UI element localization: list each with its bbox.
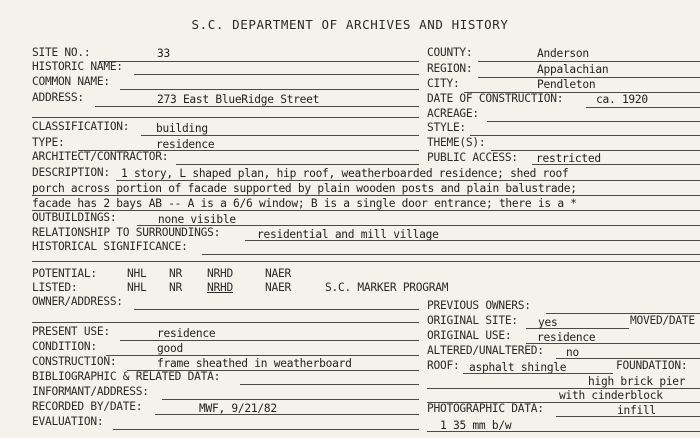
architect-line [176,164,419,165]
historic-name-line [134,74,419,75]
listed-label: LISTED: [32,281,78,294]
date-line [586,107,700,108]
altered-label: ALTERED/UNALTERED: [427,344,544,357]
description-line-3: facade has 2 bays AB -- A is a 6/6 window; B is a single door entrance; there is a * [32,197,577,210]
significance-label: HISTORICAL SIGNIFICANCE: [32,240,188,253]
listed-nrhd: NRHD [207,281,233,294]
altered-value: no [566,346,579,359]
listed-naer: NAER [265,281,291,294]
acreage-line [487,121,700,122]
date-value: ca. 1920 [596,93,648,106]
outbuildings-value: none visible [158,213,236,226]
description-rule-1 [116,180,700,181]
relationship-value: residential and mill village [257,228,439,241]
potential-naer: NAER [265,267,291,280]
region-label: REGION: [427,62,473,75]
condition-value: good [157,342,183,355]
owner-line [134,309,419,310]
photo-line [556,416,700,417]
style-line [470,135,700,136]
photo-line-2 [427,431,700,432]
common-name-label: COMMON NAME: [32,75,110,88]
original-site-value: yes [538,316,558,329]
photo-value: infill [617,404,656,417]
foundation-value-line-2: with cinderblock [559,389,663,402]
classification-label: CLASSIFICATION: [32,120,130,133]
condition-line [106,355,419,356]
relationship-line [245,240,700,241]
owner-label: OWNER/ADDRESS: [32,295,123,308]
potential-nrhd: NRHD [207,267,233,280]
foundation-value-line-1: high brick pier [588,375,686,388]
common-name-line [120,89,419,90]
relationship-label: RELATIONSHIP TO SURROUNDINGS: [32,226,221,239]
description-rule-2 [32,195,700,196]
significance-line [202,254,700,255]
public-access-line [532,164,700,165]
site-no-label: SITE NO.: [32,46,91,59]
present-use-value: residence [157,327,216,340]
potential-label: POTENTIAL: [32,267,97,280]
informant-line [162,399,419,400]
section-divider [32,261,700,262]
form-title: S.C. DEPARTMENT OF ARCHIVES AND HISTORY [191,17,509,32]
outbuildings-label: OUTBUILDINGS: [32,211,117,224]
site-no-line [99,61,419,62]
address-label: ADDRESS: [32,91,84,104]
description-label: DESCRIPTION: [32,166,110,179]
recorded-label: RECORDED BY/DATE: [32,400,143,413]
original-site-label: ORIGINAL SITE: [427,314,518,327]
outbuildings-line [137,225,700,226]
architect-label: ARCHITECT/CONTRACTOR: [32,150,169,163]
recorded-value: MWF, 9/21/82 [199,402,277,415]
county-label: COUNTY: [427,46,473,59]
address-line [95,106,419,107]
site-no-value: 33 [157,47,170,60]
listed-nr: NR [169,281,182,294]
county-line [478,61,700,62]
owner-line-2 [32,322,419,323]
present-use-line [120,340,419,341]
construction-label: CONSTRUCTION: [32,355,117,368]
moved-date-label: MOVED/DATE [630,314,695,327]
classification-value: building [156,122,208,135]
city-value: Pendleton [537,78,596,91]
informant-label: INFORMANT/ADDRESS: [32,385,149,398]
description-line-1: 1 story, L shaped plan, hip roof, weatherboarded residence; shed roof [121,167,569,180]
historic-name-label: HISTORIC NAME: [32,60,123,73]
photo-label: PHOTOGRAPHIC DATA: [427,402,544,415]
construction-value: frame sheathed in weatherboard [157,357,352,370]
potential-nr: NR [169,267,182,280]
type-label: TYPE: [32,136,65,149]
themes-line [491,150,700,151]
address-line-2 [32,117,419,118]
date-label: DATE OF CONSTRUCTION: [427,92,564,105]
roof-line [463,373,613,374]
public-access-value: restricted [536,152,601,165]
themes-label: THEME(S): [427,136,486,149]
original-site-line [526,328,629,329]
acreage-label: ACREAGE: [427,107,479,120]
foundation-label: FOUNDATION: [616,359,688,372]
style-label: STYLE: [427,121,466,134]
previous-owners-label: PREVIOUS OWNERS: [427,299,531,312]
type-value: residence [156,138,215,151]
recorded-line [155,414,419,415]
address-value: 273 East BlueRidge Street [157,93,320,106]
potential-nhl: NHL [127,267,147,280]
original-use-line [526,343,700,344]
city-label: CITY: [427,77,460,90]
present-use-label: PRESENT USE: [32,325,110,338]
original-use-value: residence [537,331,596,344]
region-value: Appalachian [537,63,609,76]
evaluation-line [113,429,419,430]
county-value: Anderson [537,47,589,60]
photo-format-value: 1 35 mm b/w [440,419,512,432]
roof-label: ROOF: [427,359,460,372]
bibliographic-line [240,384,419,385]
classification-line [141,135,419,136]
public-access-label: PUBLIC ACCESS: [427,151,518,164]
marker-program: S.C. MARKER PROGRAM [325,281,449,294]
listed-nhl: NHL [127,281,147,294]
original-use-label: ORIGINAL USE: [427,329,512,342]
description-line-2: porch across portion of facade supported by plain wooden posts and plain balustrade; [32,182,577,195]
evaluation-label: EVALUATION: [32,415,104,428]
description-rule-3 [32,210,700,211]
bibliographic-label: BIBLIOGRAPHIC & RELATED DATA: [32,370,221,383]
condition-label: CONDITION: [32,340,97,353]
roof-value: asphalt shingle [469,361,567,374]
